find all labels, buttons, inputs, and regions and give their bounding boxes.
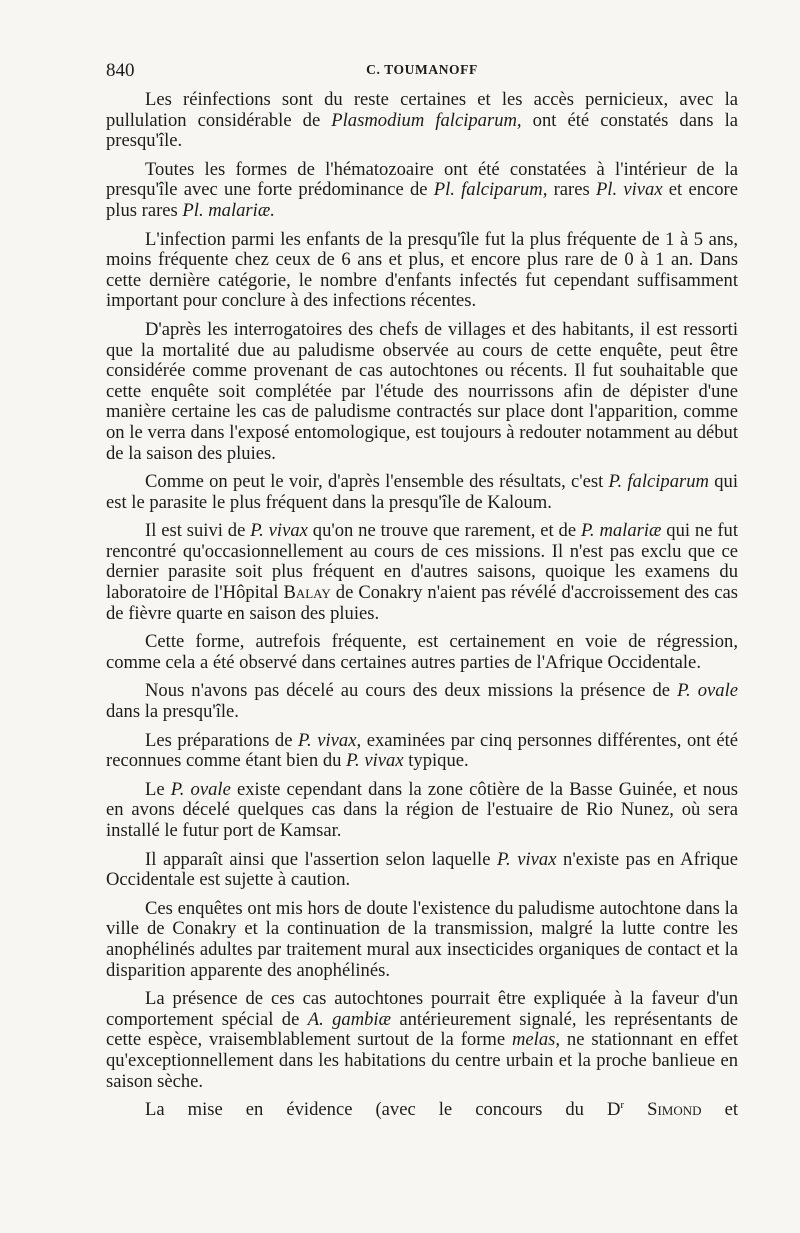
paragraph: D'après les interrogatoires des chefs de villages et des habitants, il est ressorti que la mortalité due au paludisme observée au cours de cette enquête, peut être considérée comme provenant de cas autochtones ou récents. Il fut souhaitable que cette enquête soit complétée par l'étude des nourrissons afin de dépister d'une manière certaine les cas de paludisme contractés sur place dont l'apparition, comme on le verra dans l'exposé entomologique, est toujours à redouter notamment au début de la saison des pluies. [106,318,738,464]
paragraph: Cette forme, autrefois fréquente, est certainement en voie de régression, comme cela a été observé dans certaines autres parties de l'Afrique Occidentale. [106,631,738,673]
page-header [106,60,738,90]
paragraph: Les préparations de P. vivax, examinées par cinq personnes différentes, ont été reconnues comme étant bien du P. vivax typique. [106,729,738,772]
paragraph: Les réinfections sont du reste certaines et les accès pernicieux, avec la pullulation considérable de Plasmodium falciparum, ont été constatés dans la presqu'île. [106,89,738,152]
paragraph: Toutes les formes de l'hématozoaire ont été constatées à l'intérieur de la presqu'île avec une forte prédominance de Pl. falciparum, rares Pl. vivax et encore plus rares Pl. malariæ. [106,158,738,221]
running-head: C. TOUMANOFF [366,62,478,77]
paragraph: Il apparaît ainsi que l'assertion selon laquelle P. vivax n'existe pas en Afrique Occidentale est sujette à caution. [106,848,738,891]
document-page [106,60,738,1121]
paragraph: Il est suivi de P. vivax qu'on ne trouve que rarement, et de P. malariæ qui ne fut rencontré qu'occasionnellement au cours de ces missions. Il n'est pas exclu que ce dernier parasite soit plus fréquent en d'autres saisons, quoique les examens du laboratoire de l'Hôpital Balay de Conakry n'aient pas révélé d'accroissement des cas de fièvre quarte en saison des pluies. [106,520,739,624]
page-number: 840 [106,60,135,81]
paragraph: La présence de ces cas autochtones pourrait être expliquée à la faveur d'un comportement spécial de A. gambiæ antérieurement signalé, les représentants de cette espèce, vraisemblablement surtout de la forme melas, ne stationnant en effet qu'exceptionnellement dans les habitations du centre urbain et la proche banlieue en saison sèche. [106,988,739,1092]
paragraph: La mise en évidence (avec le concours du $D^r$ Simond et [145,1098,738,1121]
paragraph: Comme on peut le voir, d'après l'ensemble des résultats, c'est P. falciparum qui est le parasite le plus fréquent dans la presqu'île de Kaloum. [106,471,738,513]
paragraph: Nous n'avons pas décelé au cours des deux missions la présence de P. ovale dans la presqu'île. [106,680,738,723]
paragraph: Ces enquêtes ont mis hors de doute l'existence du paludisme autochtone dans la ville de Conakry et la continuation de la transmission, malgré la lutte contre les anophélinés adultes par traitement mural aux insecticides organiques de contact et la disparition apparente des anophélinés. [106,897,738,981]
body-text [106,90,738,1121]
paragraph: Le P. ovale existe cependant dans la zone côtière de la Basse Guinée, et nous en avons décelé quelques cas dans la région de l'estuaire de Rio Nunez, où sera installé le futur port de Kamsar. [106,778,738,841]
paragraph: L'infection parmi les enfants de la presqu'île fut la plus fréquente de 1 à 5 ans, moins fréquente chez ceux de 6 ans et plus, et encore plus rare de 0 à 1 an. Dans cette dernière catégorie, le nombre d'enfants infectés fut cependant suffisamment important pour conclure à des infections récentes. [106,228,738,312]
